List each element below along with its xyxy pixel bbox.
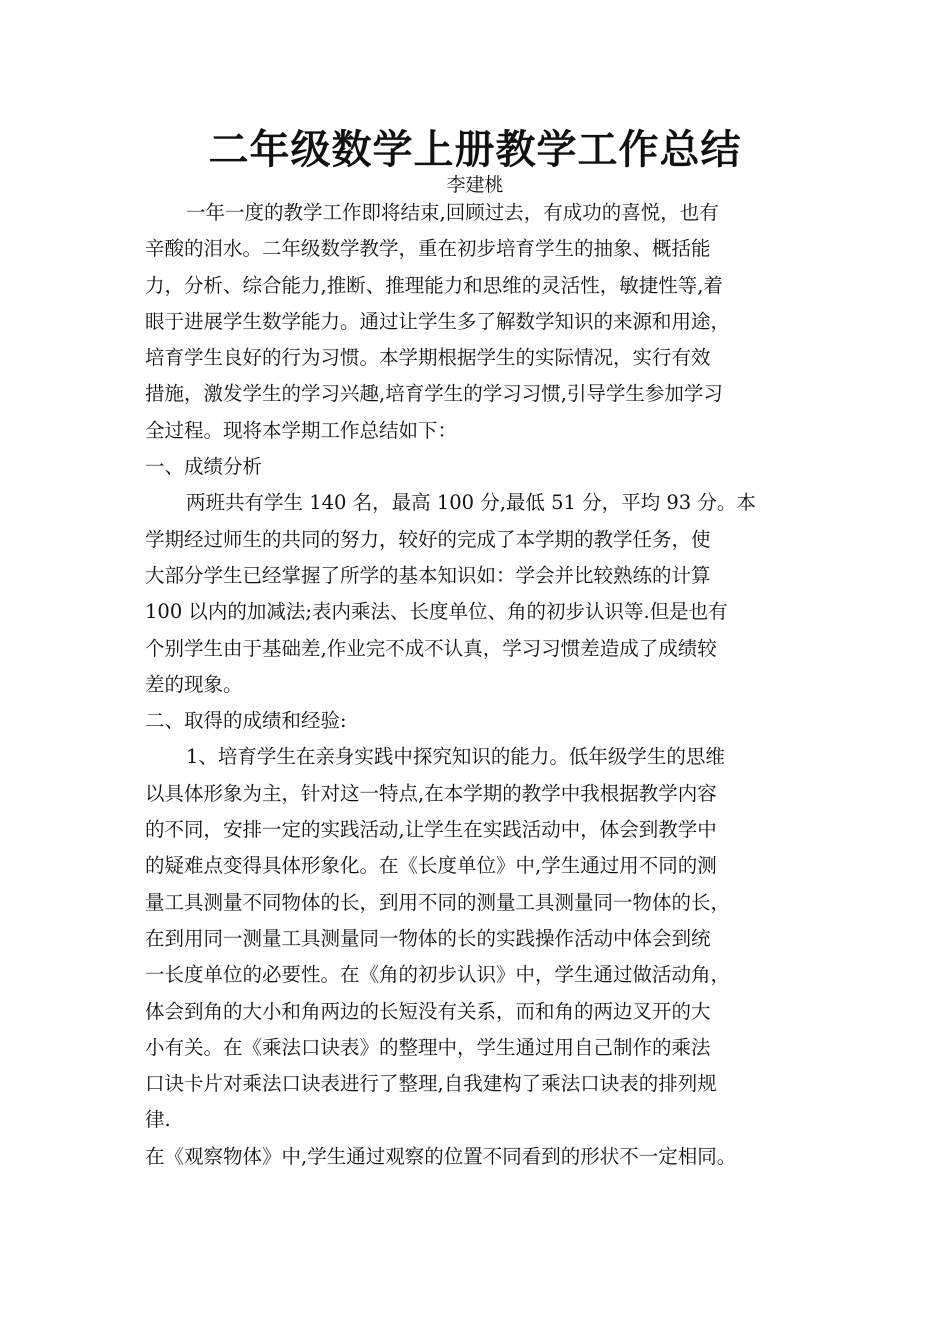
text-line: 大部分学生已经掌握了所学的基本知识如：学会并比较熟练的计算	[145, 563, 711, 587]
text-line: 两班共有学生 140 名，最高 100 分,最低 51 分，平均 93 分。本	[186, 491, 756, 515]
text-line: 口诀卡片对乘法口诀表进行了整理,自我建构了乘法口诀表的排列规	[145, 1072, 717, 1096]
text-line: 一长度单位的必要性。在《角的初步认识》中，学生通过做活动角，	[145, 963, 731, 987]
text-line: 的疑难点变得具体形象化。在《长度单位》中,学生通过用不同的测	[145, 854, 717, 878]
text-line: 的不同，安排一定的实践活动,让学生在实践活动中，体会到教学中	[145, 818, 717, 842]
text-line: 力，分析、综合能力,推断、推理能力和思维的灵活性，敏捷性等,着	[145, 273, 723, 297]
document-title: 二年级数学上册教学工作总结	[208, 127, 742, 173]
text-line: 全过程。现将本学期工作总结如下：	[145, 418, 458, 442]
section-heading: 一、成绩分析	[145, 455, 263, 479]
text-line: 措施，激发学生的学习兴趣,培育学生的学习习惯,引导学生参加学习	[145, 382, 723, 406]
text-line: 100 以内的加减法;表内乘法、长度单位、角的初步认识等.但是也有	[145, 600, 728, 624]
text-line: 辛酸的泪水。二年级数学教学，重在初步培育学生的抽象、概括能	[145, 237, 711, 261]
text-line: 学期经过师生的共同的努力，较好的完成了本学期的教学任务，使	[145, 527, 711, 551]
document-author: 李建桃	[446, 174, 504, 196]
text-line: 以具体形象为主，针对这一特点,在本学期的教学中我根据教学内容	[145, 781, 717, 805]
text-line: 个别学生由于基础差,作业完不成不认真，学习习惯差造成了成绩较	[145, 636, 717, 660]
text-line: 培育学生良好的行为习惯。本学期根据学生的实际情况，实行有效	[145, 346, 711, 370]
document-body	[145, 195, 815, 1175]
text-line: 在到用同一测量工具测量同一物体的长的实践操作活动中体会到统	[145, 926, 711, 950]
text-line: 差的现象。	[145, 672, 243, 696]
text-line: 律.	[145, 1108, 171, 1132]
text-line: 量工具测量不同物体的长，到用不同的测量工具测量同一物体的长，	[145, 890, 731, 914]
text-line: 眼于进展学生数学能力。通过让学生多了解数学知识的来源和用途，	[145, 309, 731, 333]
section-heading: 二、取得的成绩和经验:	[145, 709, 347, 733]
text-line: 体会到角的大小和角两边的长短没有关系，而和角的两边叉开的大	[145, 999, 711, 1023]
text-line: 一年一度的教学工作即将结束,回顾过去，有成功的喜悦，也有	[186, 201, 719, 224]
text-line: 在《观察物体》中,学生通过观察的位置不同看到的形状不一定相同。	[145, 1144, 737, 1168]
text-line: 1、培育学生在亲身实践中探究知识的能力。低年级学生的思维	[186, 745, 725, 769]
text-line: 小有关。在《乘法口诀表》的整理中，学生通过用自己制作的乘法	[145, 1035, 711, 1059]
